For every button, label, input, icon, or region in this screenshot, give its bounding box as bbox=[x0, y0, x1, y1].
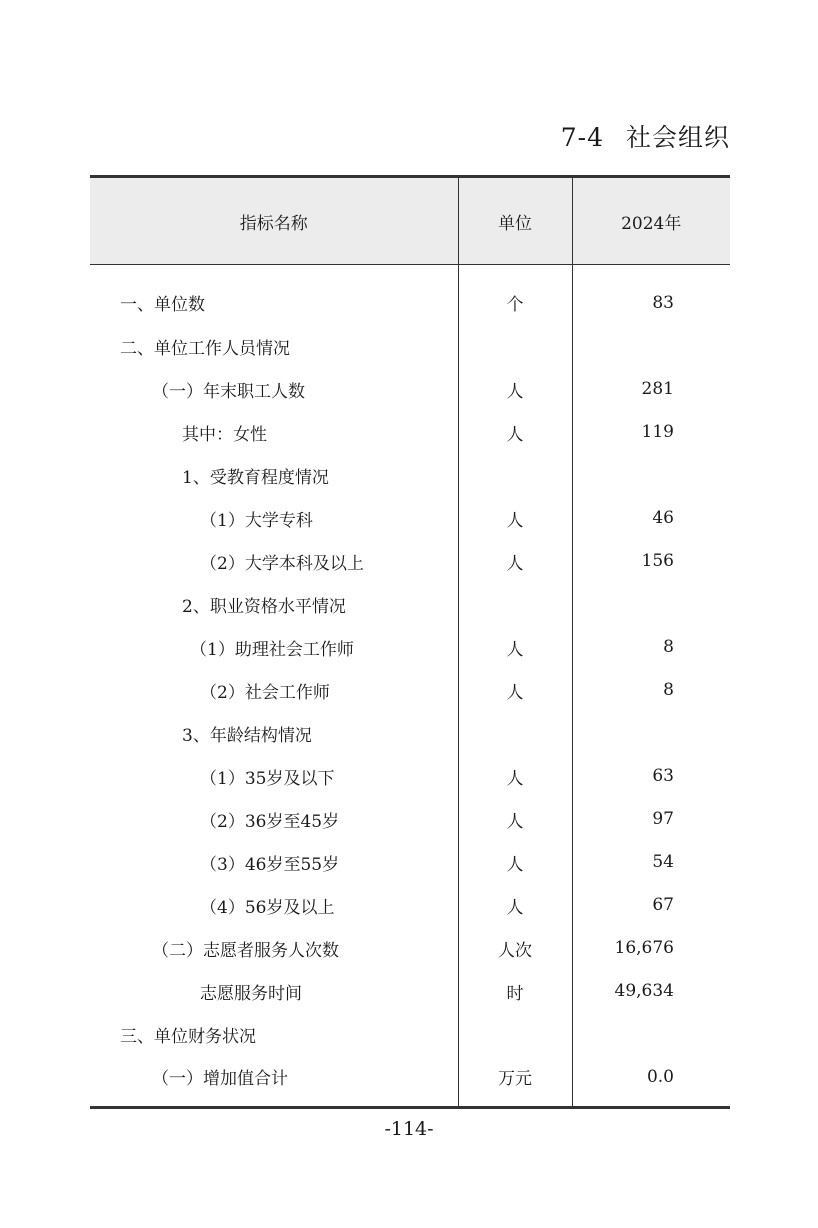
statistics-table-container bbox=[90, 175, 730, 1109]
row-value: 0.0 bbox=[572, 1056, 730, 1106]
row-name: 一、单位数 bbox=[120, 295, 205, 316]
row-name: 二、单位工作人员情况 bbox=[120, 338, 290, 359]
row-name: 志愿服务时间 bbox=[200, 983, 302, 1004]
table-row bbox=[90, 798, 730, 841]
row-name: （一）增加值合计 bbox=[152, 1069, 288, 1089]
row-unit: 时 bbox=[458, 970, 572, 1013]
table-row bbox=[90, 712, 730, 755]
table-row bbox=[90, 540, 730, 583]
table-title bbox=[561, 118, 730, 154]
row-unit bbox=[458, 712, 572, 755]
row-unit: 人 bbox=[458, 497, 572, 540]
row-name: （2）社会工作师 bbox=[200, 682, 330, 703]
row-name: （2）大学本科及以上 bbox=[200, 553, 364, 574]
page-number: -114- bbox=[384, 1118, 434, 1140]
row-name: 3、年龄结构情况 bbox=[182, 725, 312, 746]
row-value bbox=[572, 583, 730, 626]
table-row bbox=[90, 411, 730, 454]
row-name: （二）志愿者服务人次数 bbox=[152, 940, 339, 961]
row-name: （一）年末职工人数 bbox=[152, 381, 305, 402]
header-indicator-name: 指标名称 bbox=[90, 177, 458, 265]
table-row bbox=[90, 265, 730, 325]
row-unit bbox=[458, 1013, 572, 1056]
table-row bbox=[90, 1056, 730, 1106]
row-name: 其中：女性 bbox=[182, 424, 267, 445]
table-row bbox=[90, 884, 730, 927]
row-unit: 人 bbox=[458, 669, 572, 712]
row-name: 1、受教育程度情况 bbox=[182, 467, 329, 488]
row-unit bbox=[458, 454, 572, 497]
table-row bbox=[90, 454, 730, 497]
table-row bbox=[90, 497, 730, 540]
row-value: 281 bbox=[572, 368, 730, 411]
row-name: 三、单位财务状况 bbox=[120, 1026, 256, 1047]
row-unit: 人 bbox=[458, 540, 572, 583]
row-name: （1）大学专科 bbox=[200, 510, 313, 531]
header-year: 2024年 bbox=[572, 177, 730, 265]
table-row bbox=[90, 927, 730, 970]
row-name: （1）35岁及以下 bbox=[200, 768, 335, 789]
row-unit: 人 bbox=[458, 841, 572, 884]
row-unit: 人 bbox=[458, 798, 572, 841]
table-header-row bbox=[90, 177, 730, 265]
row-name: 2、职业资格水平情况 bbox=[182, 596, 346, 617]
table-row bbox=[90, 755, 730, 798]
table-title-text: 社会组织 bbox=[625, 123, 730, 152]
table-row bbox=[90, 669, 730, 712]
table-row bbox=[90, 368, 730, 411]
row-value: 119 bbox=[572, 411, 730, 454]
row-value: 97 bbox=[572, 798, 730, 841]
table-number: 7-4 bbox=[560, 123, 604, 152]
table-row bbox=[90, 970, 730, 1013]
row-value: 83 bbox=[572, 265, 730, 325]
statistics-table bbox=[90, 175, 730, 1106]
table-bottom-rule bbox=[90, 1106, 730, 1109]
row-value: 54 bbox=[572, 841, 730, 884]
row-unit: 人 bbox=[458, 626, 572, 669]
header-unit: 单位 bbox=[458, 177, 572, 265]
row-value: 49,634 bbox=[572, 970, 730, 1013]
row-value: 46 bbox=[572, 497, 730, 540]
row-value: 16,676 bbox=[572, 927, 730, 970]
row-value: 8 bbox=[572, 626, 730, 669]
row-unit: 个 bbox=[458, 265, 572, 325]
table-row bbox=[90, 626, 730, 669]
row-unit: 人 bbox=[458, 411, 572, 454]
row-name: （2）36岁至45岁 bbox=[200, 811, 340, 832]
row-value bbox=[572, 325, 730, 368]
row-value bbox=[572, 1013, 730, 1056]
table-row bbox=[90, 1013, 730, 1056]
row-unit: 人 bbox=[458, 884, 572, 927]
row-value: 156 bbox=[572, 540, 730, 583]
table-row bbox=[90, 583, 730, 626]
row-value: 8 bbox=[572, 669, 730, 712]
row-name: （1）助理社会工作师 bbox=[190, 639, 354, 660]
row-unit: 人 bbox=[458, 368, 572, 411]
row-value: 67 bbox=[572, 884, 730, 927]
row-name: （4）56岁及以上 bbox=[200, 897, 335, 918]
row-unit: 人 bbox=[458, 755, 572, 798]
row-unit: 人次 bbox=[458, 927, 572, 970]
row-name: （3）46岁至55岁 bbox=[200, 854, 340, 875]
row-value bbox=[572, 712, 730, 755]
table-row bbox=[90, 841, 730, 884]
row-value: 63 bbox=[572, 755, 730, 798]
row-value bbox=[572, 454, 730, 497]
table-row bbox=[90, 325, 730, 368]
row-unit bbox=[458, 325, 572, 368]
row-unit: 万元 bbox=[458, 1056, 572, 1106]
row-unit bbox=[458, 583, 572, 626]
